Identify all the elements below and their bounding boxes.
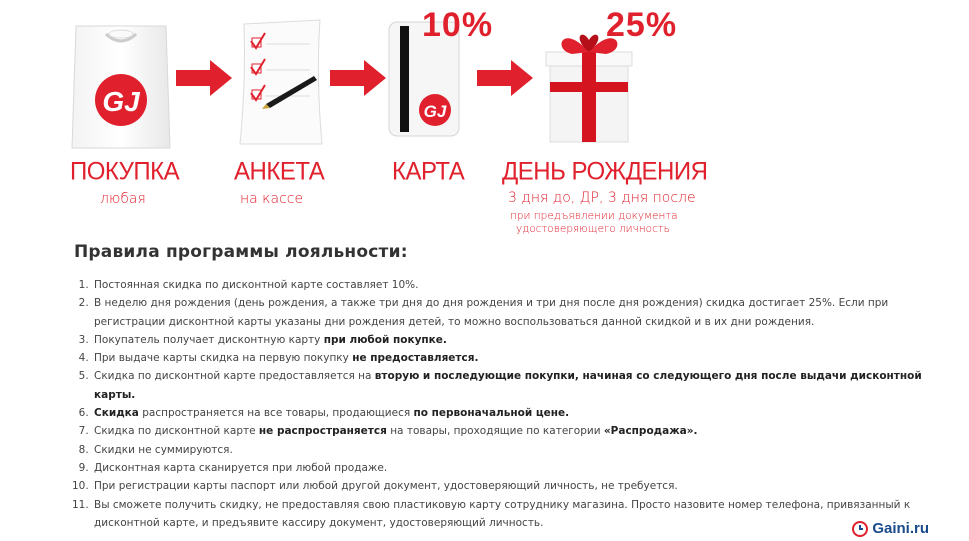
rule-item (92, 441, 952, 459)
rule-text: Вы сможете получить скидку, не предоставляя свою пластиковую карту сотруднику магазина. Просто назовите номер телефона, привязанный к дисконтной карте, и предъявите кассиру документ, удостоверяющий личность. (94, 498, 911, 529)
rule-text: Скидки не суммируются. (94, 443, 233, 456)
rule-item (92, 276, 952, 294)
rule-item (92, 294, 952, 331)
shopping-bag-image (66, 18, 176, 153)
rule-text: При регистрации карты паспорт или любой другой документ, удостоверяющий личность, не требуется. (94, 480, 678, 493)
rule-text: В неделю дня рождения (день рождения, а также три дня до дня рождения и три дня после дня рождения) скидка достигает 25%. Если при регистрации дисконтной карты указаны дни рождения детей, то можно воспользоваться данной скидкой и в их дни рождения. (94, 297, 889, 328)
gaini-logo-icon (852, 521, 868, 537)
rule-text: не предоставляется. (352, 352, 479, 365)
rule-item (92, 459, 952, 477)
arrow-right-icon (176, 60, 232, 100)
rule-text: по первоначальной цене. (413, 407, 570, 420)
rules-list (58, 276, 952, 532)
rule-item (92, 331, 952, 349)
step-title-birthday: ДЕНЬ РОЖДЕНИЯ (502, 157, 708, 186)
discount-badge-birthday: 25% (606, 6, 678, 44)
discount-badge-card: 10% (422, 6, 494, 44)
logo-text: GJ (102, 86, 140, 117)
step-subtitle-purchase: любая (100, 191, 146, 207)
watermark-text: Gaini.ru (872, 520, 929, 537)
rule-text: Постоянная скидка по дисконтной карте составляет 10%. (94, 279, 419, 291)
step-note-line1: при предъявлении документа (510, 210, 678, 222)
arrow-right-icon (330, 60, 386, 100)
rule-text: распространяется на все товары, продающиеся (138, 407, 414, 420)
rule-item (92, 404, 952, 422)
rule-item (92, 349, 952, 367)
step-note-line2: удостоверяющего личность (516, 223, 670, 235)
rule-text: при любой покупке. (323, 333, 447, 346)
arrow-right-icon (477, 60, 533, 100)
step-subtitle-birthday: 3 дня до, ДР, 3 дня после (508, 190, 696, 206)
rule-text: Дисконтная карта сканируется при любой продаже. (94, 461, 388, 474)
rule-text: «Распродажа». (603, 425, 698, 438)
logo-text: GJ (423, 102, 447, 121)
questionnaire-image (236, 18, 328, 148)
step-title-purchase: ПОКУПКА (70, 157, 180, 186)
rule-text: Покупатель получает дисконтную карту (94, 333, 324, 346)
rule-item (92, 367, 952, 404)
rule-text: вторую и последующие покупки, начиная со следующего дня после выдачи дисконтной карты. (94, 370, 922, 401)
step-title-card: КАРТА (392, 157, 465, 186)
rule-text: Скидка по дисконтной карте (94, 425, 259, 438)
rule-text: Скидка (94, 407, 139, 420)
rules-title: Правила программы лояльности: (74, 242, 408, 262)
rule-item (92, 477, 952, 495)
rule-text: на товары, проходящие по категории (386, 425, 604, 438)
rule-item (92, 496, 952, 533)
step-subtitle-form: на кассе (240, 191, 304, 207)
watermark (852, 520, 929, 537)
rule-text: не распространяется (258, 425, 387, 438)
rule-text: Скидка по дисконтной карте предоставляется на (94, 370, 375, 383)
rule-item (92, 422, 952, 440)
rule-text: При выдаче карты скидка на первую покупку (94, 352, 353, 365)
step-title-form: АНКЕТА (234, 157, 325, 186)
